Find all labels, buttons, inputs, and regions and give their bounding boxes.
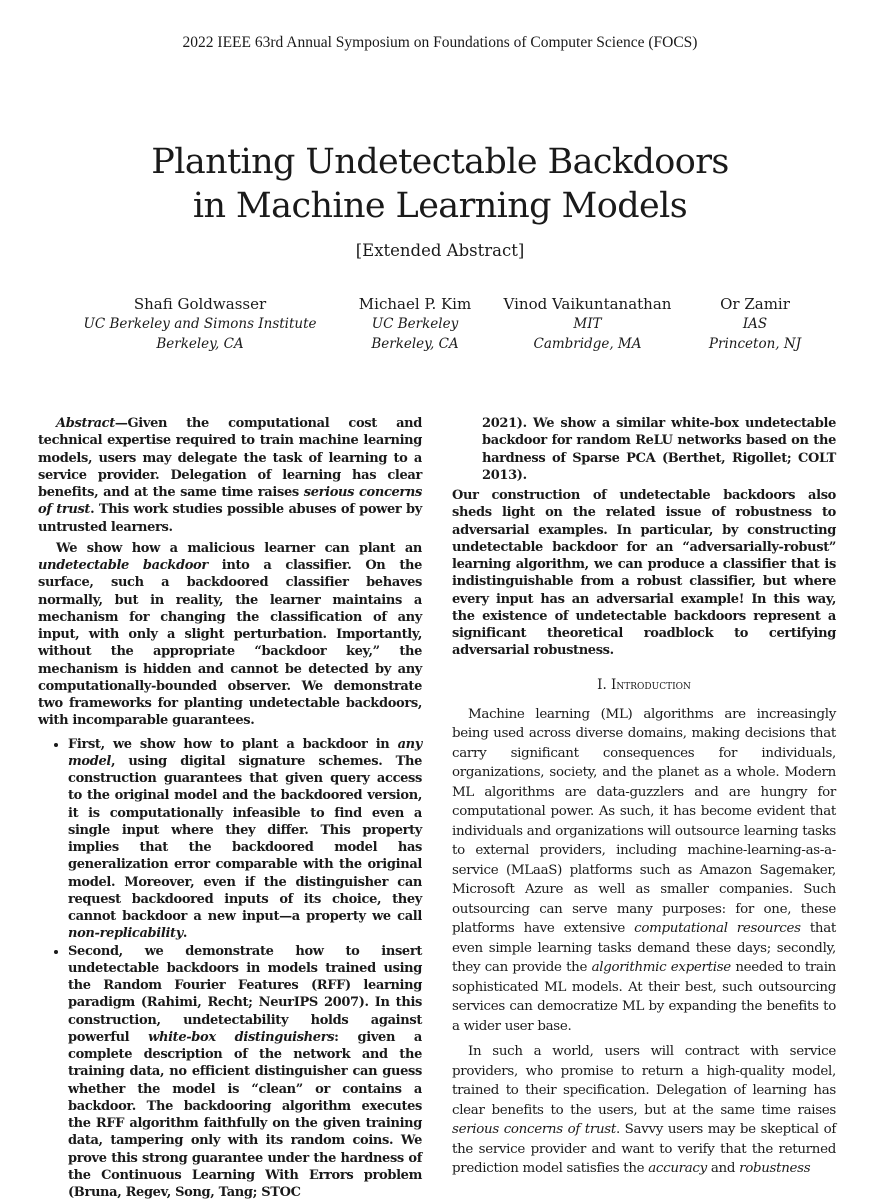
conference-header: 2022 IEEE 63rd Annual Symposium on Foundations of Computer Science (FOCS): [0, 34, 880, 52]
paper-subtitle: [Extended Abstract]: [0, 241, 880, 260]
contribution-item: [68, 943, 422, 1201]
author-location: Berkeley, CA: [340, 334, 490, 354]
text-segment: : given a complete description of the network and the training data, no efficient distinguisher can guess whether the model is “clean” or contains a backdoor. The backdooring algorithm executes the RFF algorithm faithfully on the given training data, tampering only with its random coins. We prove this strong guarantee under the hardness of the Continuous Learning With Errors problem (Bruna, Regev, Song, Tang; STOC: [68, 1030, 422, 1200]
emphasized-text: robustness: [739, 1161, 810, 1176]
emphasized-text: undetectable backdoor: [38, 558, 208, 573]
contribution-list: [38, 736, 422, 1201]
emphasized-text: white-box distinguishers: [148, 1030, 334, 1045]
abstract-paragraph: [38, 415, 422, 536]
text-segment: and: [707, 1161, 739, 1176]
author-name: Shafi Goldwasser: [60, 294, 340, 314]
intro-paragraph: [452, 1042, 836, 1179]
text-segment: 2021). We show a similar white-box undetectable backdoor for random ReLU networks based on the hardness of Sparse PCA (Berthet, Rigollet; COLT 2013).: [482, 416, 836, 483]
author-affiliation: UC Berkeley and Simons Institute: [60, 314, 340, 334]
emphasized-text: accuracy: [648, 1161, 707, 1176]
text-segment: We show how a malicious learner can plant an: [56, 541, 422, 556]
abstract-continuation: [452, 415, 836, 660]
contribution-item-continued: [482, 415, 836, 484]
text-segment: Second, we demonstrate how to insert undetectable backdoors in models trained using the Random Fourier Features (RFF) learning paradigm (Rahimi, Recht; NeurIPS 2007). In this construction, undetectability holds against powerful: [68, 944, 422, 1045]
contribution-item: [68, 736, 422, 943]
section-heading: I. Introduction: [452, 677, 836, 693]
text-segment: . Savvy users may be skeptical of the service provider and want to verify that the returned prediction model satisfies the: [452, 1122, 836, 1176]
emphasized-text: algorithmic expertise: [592, 960, 731, 975]
text-segment: In such a world, users will contract with service providers, who promise to return a high-quality model, trained to their specification. Delegation of learning has clear benefits to the users, but at the same time raises: [452, 1044, 836, 1118]
contribution-list-continued: [452, 415, 836, 484]
author-name: Or Zamir: [685, 294, 825, 314]
text-segment: .: [183, 926, 187, 941]
author: [490, 294, 685, 354]
author: [340, 294, 490, 354]
emphasized-text: non-replicability: [68, 926, 183, 941]
paper-title: [0, 140, 880, 228]
abstract-paragraph: [38, 540, 422, 730]
author-name: Vinod Vaikuntanathan: [490, 294, 685, 314]
text-segment: needed to train sophisticated ML models. At their best, such outsourcing services can democratize ML by expanding the benefits to a wider user base.: [452, 960, 836, 1034]
text-segment: Our construction of undetectable backdoors also sheds light on the related issue of robustness to adversarial examples. In particular, by constructing undetectable backdoor for an “adversarially-robust” learning algorithm, we can produce a classifier that is indistinguishable from a robust classifier, but where every input has an adversarial example! In this way, the existence of undetectable backdoors represent a significant theoretical roadblock to certifying adversarial robustness.: [452, 488, 836, 658]
text-segment: Machine learning (ML) algorithms are increasingly being used across diverse domains, making decisions that carry significant consequences for individuals, organizations, society, and the planet as a whole. Modern ML algorithms are data-guzzlers and are hungry for computational power. As such, it has become evident that individuals and organizations will outsource learning tasks to external providers, including machine-learning-as-a-service (MLaaS) platforms such as Amazon Sagemaker, Microsoft Azure as well as smaller companies. Such outsourcing can serve many purposes: for one, these platforms have extensive: [452, 707, 836, 937]
author-location: Cambridge, MA: [490, 334, 685, 354]
intro-paragraph: [452, 705, 836, 1037]
author-location: Berkeley, CA: [60, 334, 340, 354]
title-line-2: in Machine Learning Models: [193, 186, 687, 226]
text-segment: First, we show how to plant a backdoor in: [68, 737, 398, 752]
text-segment: , using digital signature schemes. The construction guarantees that given query access to the original model and the backdoored version, it is computationally infeasible to find even a single input where they differ. This property implies that the backdoored model has generalization error comparable with the original model. Moreover, even if the distinguisher can request backdoored inputs of its choice, they cannot backdoor a new input—a property we call: [68, 754, 422, 924]
text-segment: . This work studies possible abuses of power by untrusted learners.: [38, 502, 422, 534]
text-segment: into a classifier. On the surface, such a backdoored classifier behaves normally, but in reality, the learner maintains a mechanism for changing the classification of any input, with only a slight perturbation. Importantly, without the appropriate “backdoor key,” the mechanism is hidden and cannot be detected by any computationally-bounded observer. We demonstrate two frameworks for planting undetectable backdoors, with incomparable guarantees.: [38, 558, 422, 728]
emphasized-text: serious concerns of trust: [452, 1122, 616, 1137]
left-column: [38, 415, 422, 1201]
emphasized-text: Abstract: [56, 416, 115, 431]
title-line-1: Planting Undetectable Backdoors: [151, 142, 728, 182]
abstract-paragraph: [452, 487, 836, 660]
text-segment: —Given the computational cost and technical expertise required to train machine learning models, users may delegate the task of learning to a service provider. Delegation of learning has clear benefits, and at the same time raises: [38, 416, 422, 500]
author-location: Princeton, NJ: [685, 334, 825, 354]
text-segment: that even simple learning tasks demand these days; secondly, they can provide the: [452, 921, 836, 975]
author-affiliation: IAS: [685, 314, 825, 334]
author: [685, 294, 825, 354]
author-name: Michael P. Kim: [340, 294, 490, 314]
author-affiliation: MIT: [490, 314, 685, 334]
introduction-body: [452, 705, 836, 1179]
author: [60, 294, 340, 354]
right-column: [452, 415, 836, 1179]
emphasized-text: computational resources: [634, 921, 801, 936]
emphasized-text: any model: [68, 737, 422, 769]
emphasized-text: serious concerns of trust: [38, 485, 422, 517]
author-affiliation: UC Berkeley: [340, 314, 490, 334]
